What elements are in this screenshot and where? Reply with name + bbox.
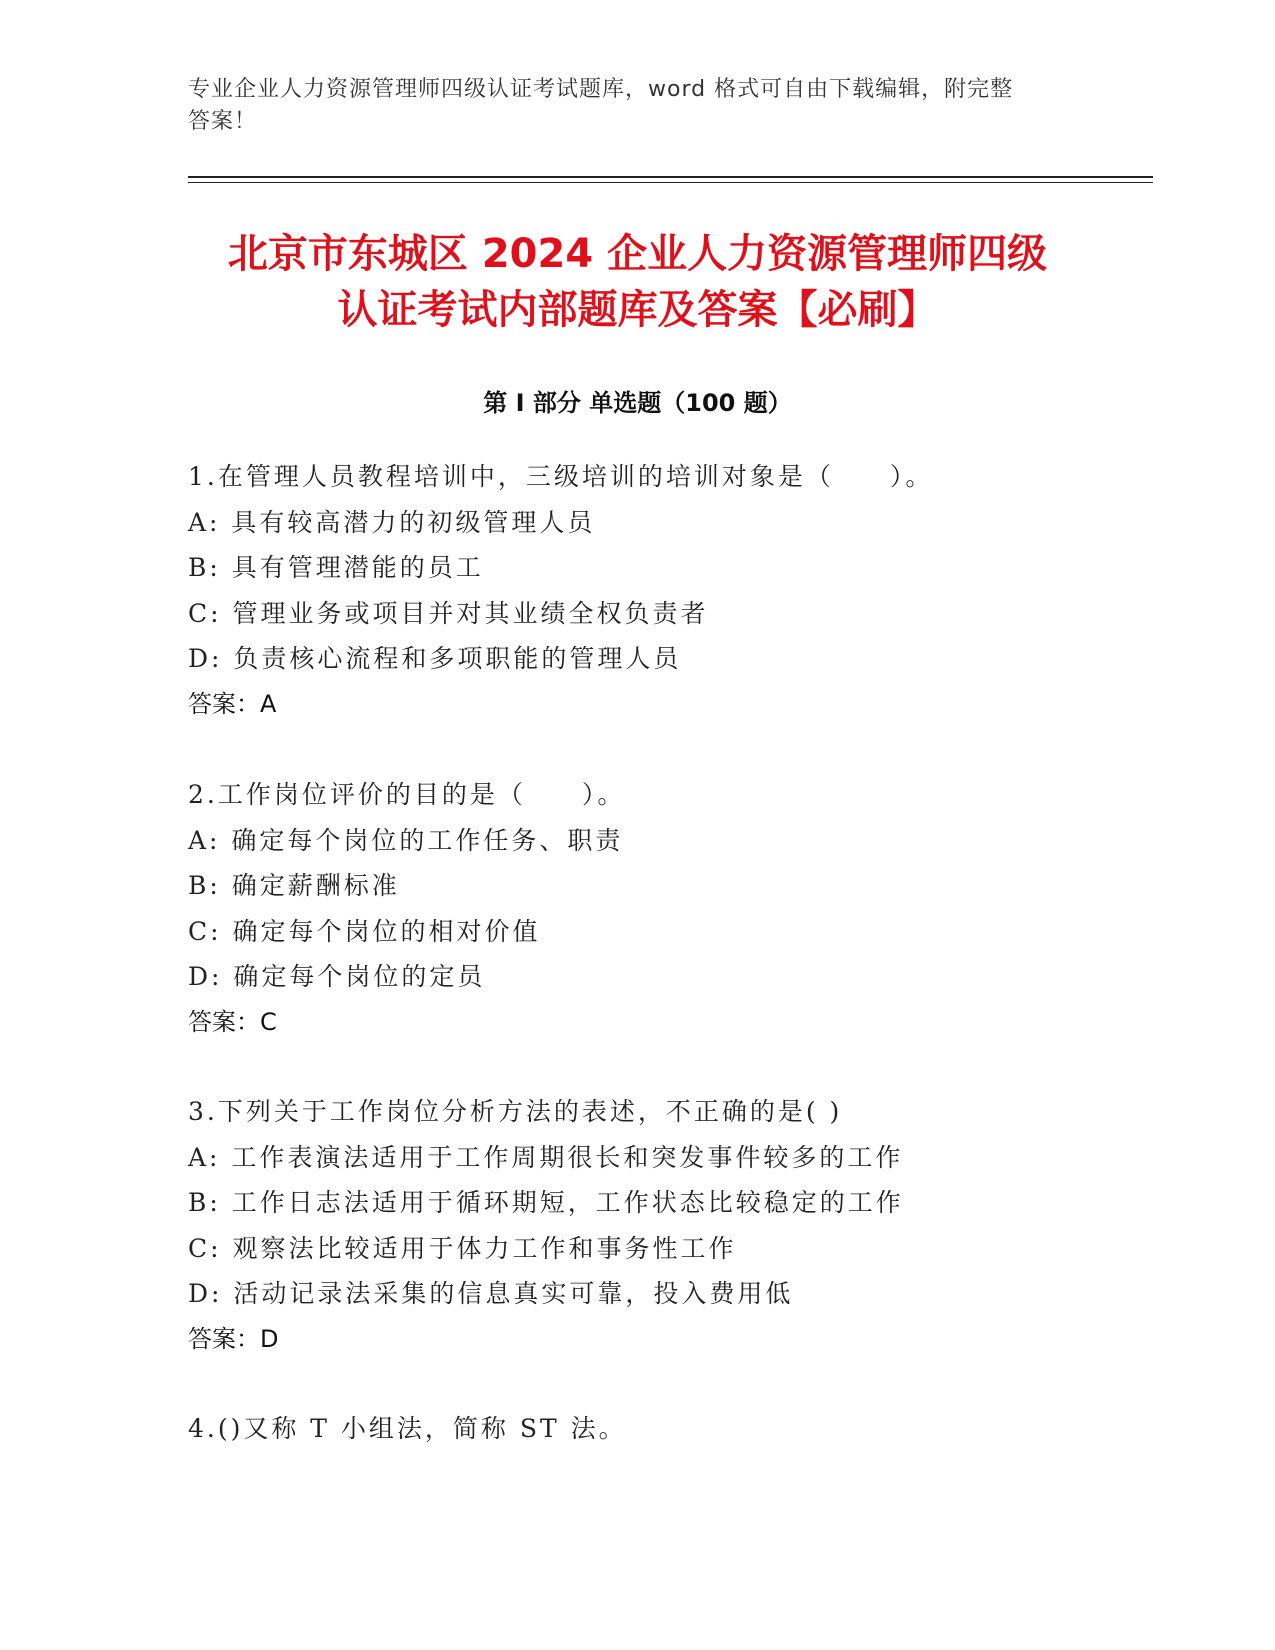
document-title-line-1: 北京市东城区 2024 企业人力资源管理师四级 — [227, 231, 1048, 277]
option-a: A: 工作表演法适用于工作周期很长和突发事件较多的工作 — [188, 1142, 904, 1172]
question-stem: 3.下列关于工作岗位分析方法的表述，不正确的是( ) — [188, 1097, 843, 1126]
option-c: C: 确定每个岗位的相对价值 — [188, 916, 541, 946]
option-c: C: 管理业务或项目并对其业绩全权负责者 — [188, 598, 709, 628]
question-stem: 1.在管理人员教程培训中，三级培训的培训对象是（ ）。 — [188, 462, 934, 491]
question-1 — [188, 454, 1188, 727]
answer: 答案：A — [188, 689, 277, 718]
document-title-line-2: 认证考试内部题库及答案【必刷】 — [337, 287, 938, 333]
option-d: D: 负责核心流程和多项职能的管理人员 — [188, 644, 682, 673]
option-b: B: 确定薪酬标准 — [188, 871, 400, 900]
header-note-line-2: 答案！ — [188, 109, 258, 134]
header-divider-thin — [188, 182, 1153, 183]
option-b: B: 工作日志法适用于循环期短，工作状态比较稳定的工作 — [188, 1188, 904, 1217]
answer: 答案：C — [188, 1007, 277, 1036]
section-title: 第 I 部分 单选题（100 题） — [483, 389, 792, 417]
question-4 — [188, 1406, 1188, 1452]
question-2 — [188, 772, 1188, 1045]
question-stem: 2.工作岗位评价的目的是（ ）。 — [188, 780, 626, 809]
option-b: B: 具有管理潜能的员工 — [188, 553, 484, 582]
document-title — [0, 226, 1275, 338]
answer: 答案：D — [188, 1324, 279, 1353]
option-a: A: 确定每个岗位的工作任务、职责 — [188, 825, 624, 855]
option-a: A: 具有较高潜力的初级管理人员 — [188, 507, 596, 537]
header-note-line-1: 专业企业人力资源管理师四级认证考试题库，word 格式可自由下载编辑，附完整 — [188, 77, 1014, 102]
question-stem: 4.()又称 T 小组法，简称 ST 法。 — [188, 1414, 627, 1443]
question-3 — [188, 1089, 1188, 1362]
header-divider-thick — [188, 176, 1153, 178]
option-d: D: 确定每个岗位的定员 — [188, 962, 486, 991]
option-d: D: 活动记录法采集的信息真实可靠，投入费用低 — [188, 1279, 794, 1308]
option-c: C: 观察法比较适用于体力工作和事务性工作 — [188, 1233, 737, 1263]
document-header-note — [188, 74, 1088, 138]
